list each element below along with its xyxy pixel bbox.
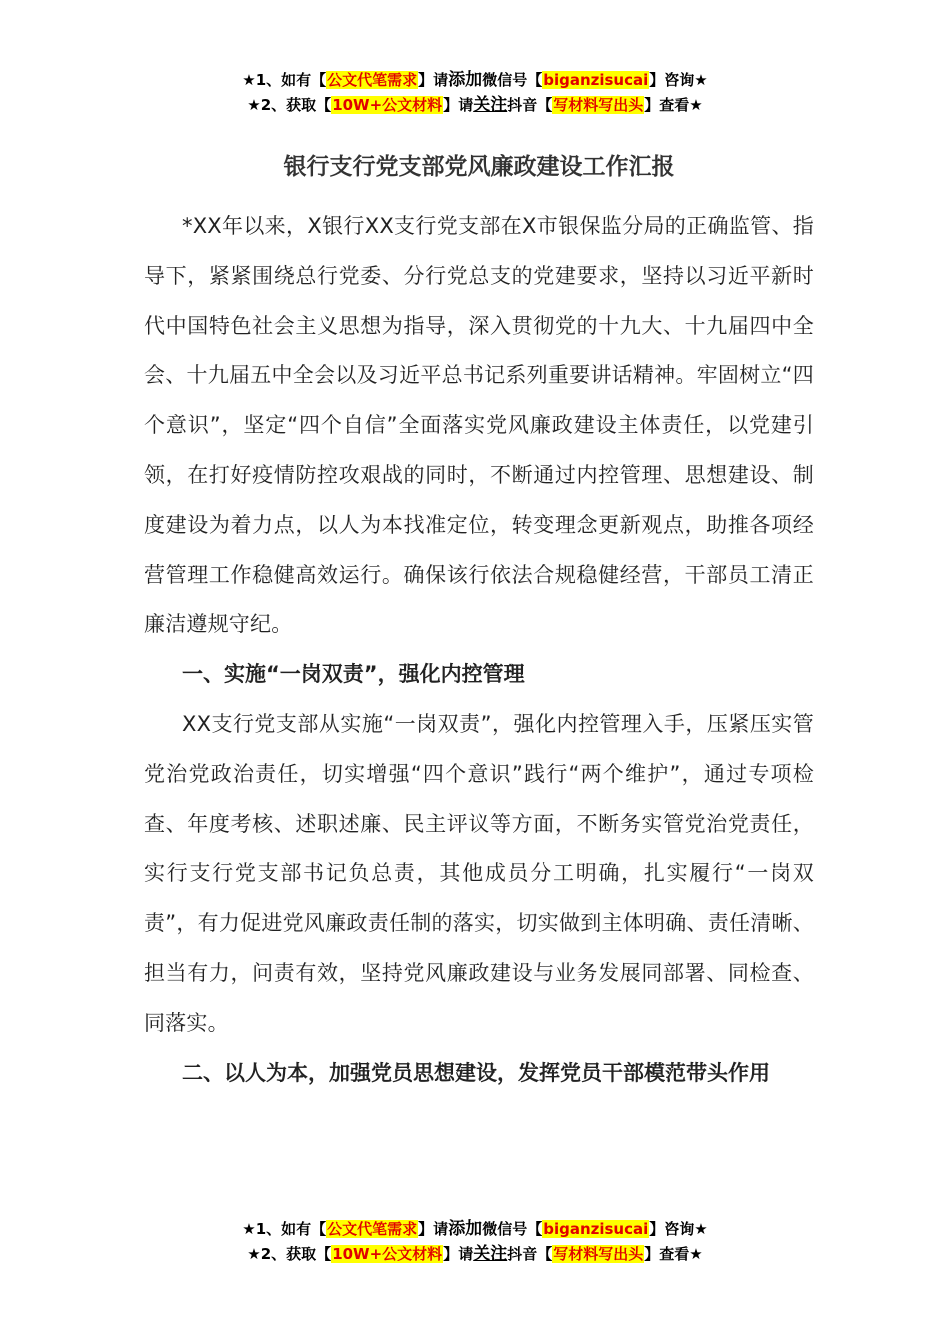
banner-text: 】请 [443, 96, 474, 114]
banner-text: 抖音【 [507, 96, 553, 114]
highlight-wechat-id: biganzisucai [543, 71, 649, 89]
document-title: 银行支行党支部党风廉政建设工作汇报 [283, 154, 675, 180]
banner-text: 】咨询★ [649, 71, 708, 89]
banner-emphasis: 关注 [473, 1244, 508, 1264]
highlight-douyin-account: 写材料写出头 [553, 96, 644, 114]
paragraph-section-1: XX支行党支部从实施“一岗双责”，强化内控管理入手，压紧压实管党治党政治责任，切实增强“四个意识”践行“两个维护”，通过专项检查、年度考核、述职述廉、民主评议等方面，不断务实管党治党责任，实行支行党支部书记负总责，其他成员分工明确，扎实履行“一岗双责”，有力促进党风廉政责任制的落实，切实做到主体明确、责任清晰、担当有力，问责有效，坚持党风廉政建设与业务发展同部署、同检查、同落实。 [144, 711, 814, 1035]
banner-text: 抖音【 [507, 1245, 553, 1263]
highlight-service: 公文代笔需求 [327, 71, 418, 89]
banner-text: 】查看★ [644, 96, 703, 114]
highlight-douyin-account: 写材料写出头 [553, 1245, 644, 1263]
banner-text: ★2、获取【 [247, 1245, 332, 1263]
banner-text: ★2、获取【 [247, 96, 332, 114]
banner-text: ★1、如有【 [242, 1220, 327, 1238]
banner-text: 微信号【 [482, 1220, 543, 1238]
document-body [144, 150, 814, 1098]
banner-text: ★1、如有【 [242, 71, 327, 89]
banner-text: 微信号【 [482, 71, 543, 89]
section-heading-1: 一、实施“一岗双责”，强化内控管理 [182, 662, 525, 687]
highlight-materials: 10W+公文材料 [332, 96, 443, 114]
banner-text: 】请 [418, 71, 449, 89]
section-heading-2: 二、以人为本，加强党员思想建设，发挥党员干部模范带头作用 [182, 1060, 770, 1085]
banner-line-1 [0, 1217, 950, 1242]
banner-text: 】请 [418, 1220, 449, 1238]
banner-line-2 [0, 1242, 950, 1267]
header-banner [0, 68, 950, 118]
paragraph-intro: *XX年以来，X银行XX支行党支部在X市银保监分局的正确监管、指导下，紧紧围绕总行党委、分行党总支的党建要求，坚持以习近平新时代中国特色社会主义思想为指导，深入贯彻党的十九大、十九届四中全会、十九届五中全会以及习近平总书记系列重要讲话精神。牢固树立“四个意识”，坚定“四个自信”全面落实党风廉政建设主体责任，以党建引领，在打好疫情防控攻艰战的同时，不断通过内控管理、思想建设、制度建设为着力点，以人为本找准定位，转变理念更新观点，助推各项经营管理工作稳健高效运行。确保该行依法合规稳健经营，干部员工清正廉洁遵规守纪。 [144, 214, 814, 637]
highlight-wechat-id: biganzisucai [543, 1220, 649, 1238]
highlight-materials: 10W+公文材料 [332, 1245, 443, 1263]
banner-emphasis: 添加 [448, 70, 483, 90]
banner-line-1 [0, 68, 950, 93]
banner-line-2 [0, 93, 950, 118]
banner-emphasis: 关注 [473, 95, 508, 115]
banner-text: 】咨询★ [649, 1220, 708, 1238]
highlight-service: 公文代笔需求 [327, 1220, 418, 1238]
footer-banner [0, 1217, 950, 1267]
banner-text: 】查看★ [644, 1245, 703, 1263]
banner-emphasis: 添加 [448, 1219, 483, 1239]
banner-text: 】请 [443, 1245, 474, 1263]
